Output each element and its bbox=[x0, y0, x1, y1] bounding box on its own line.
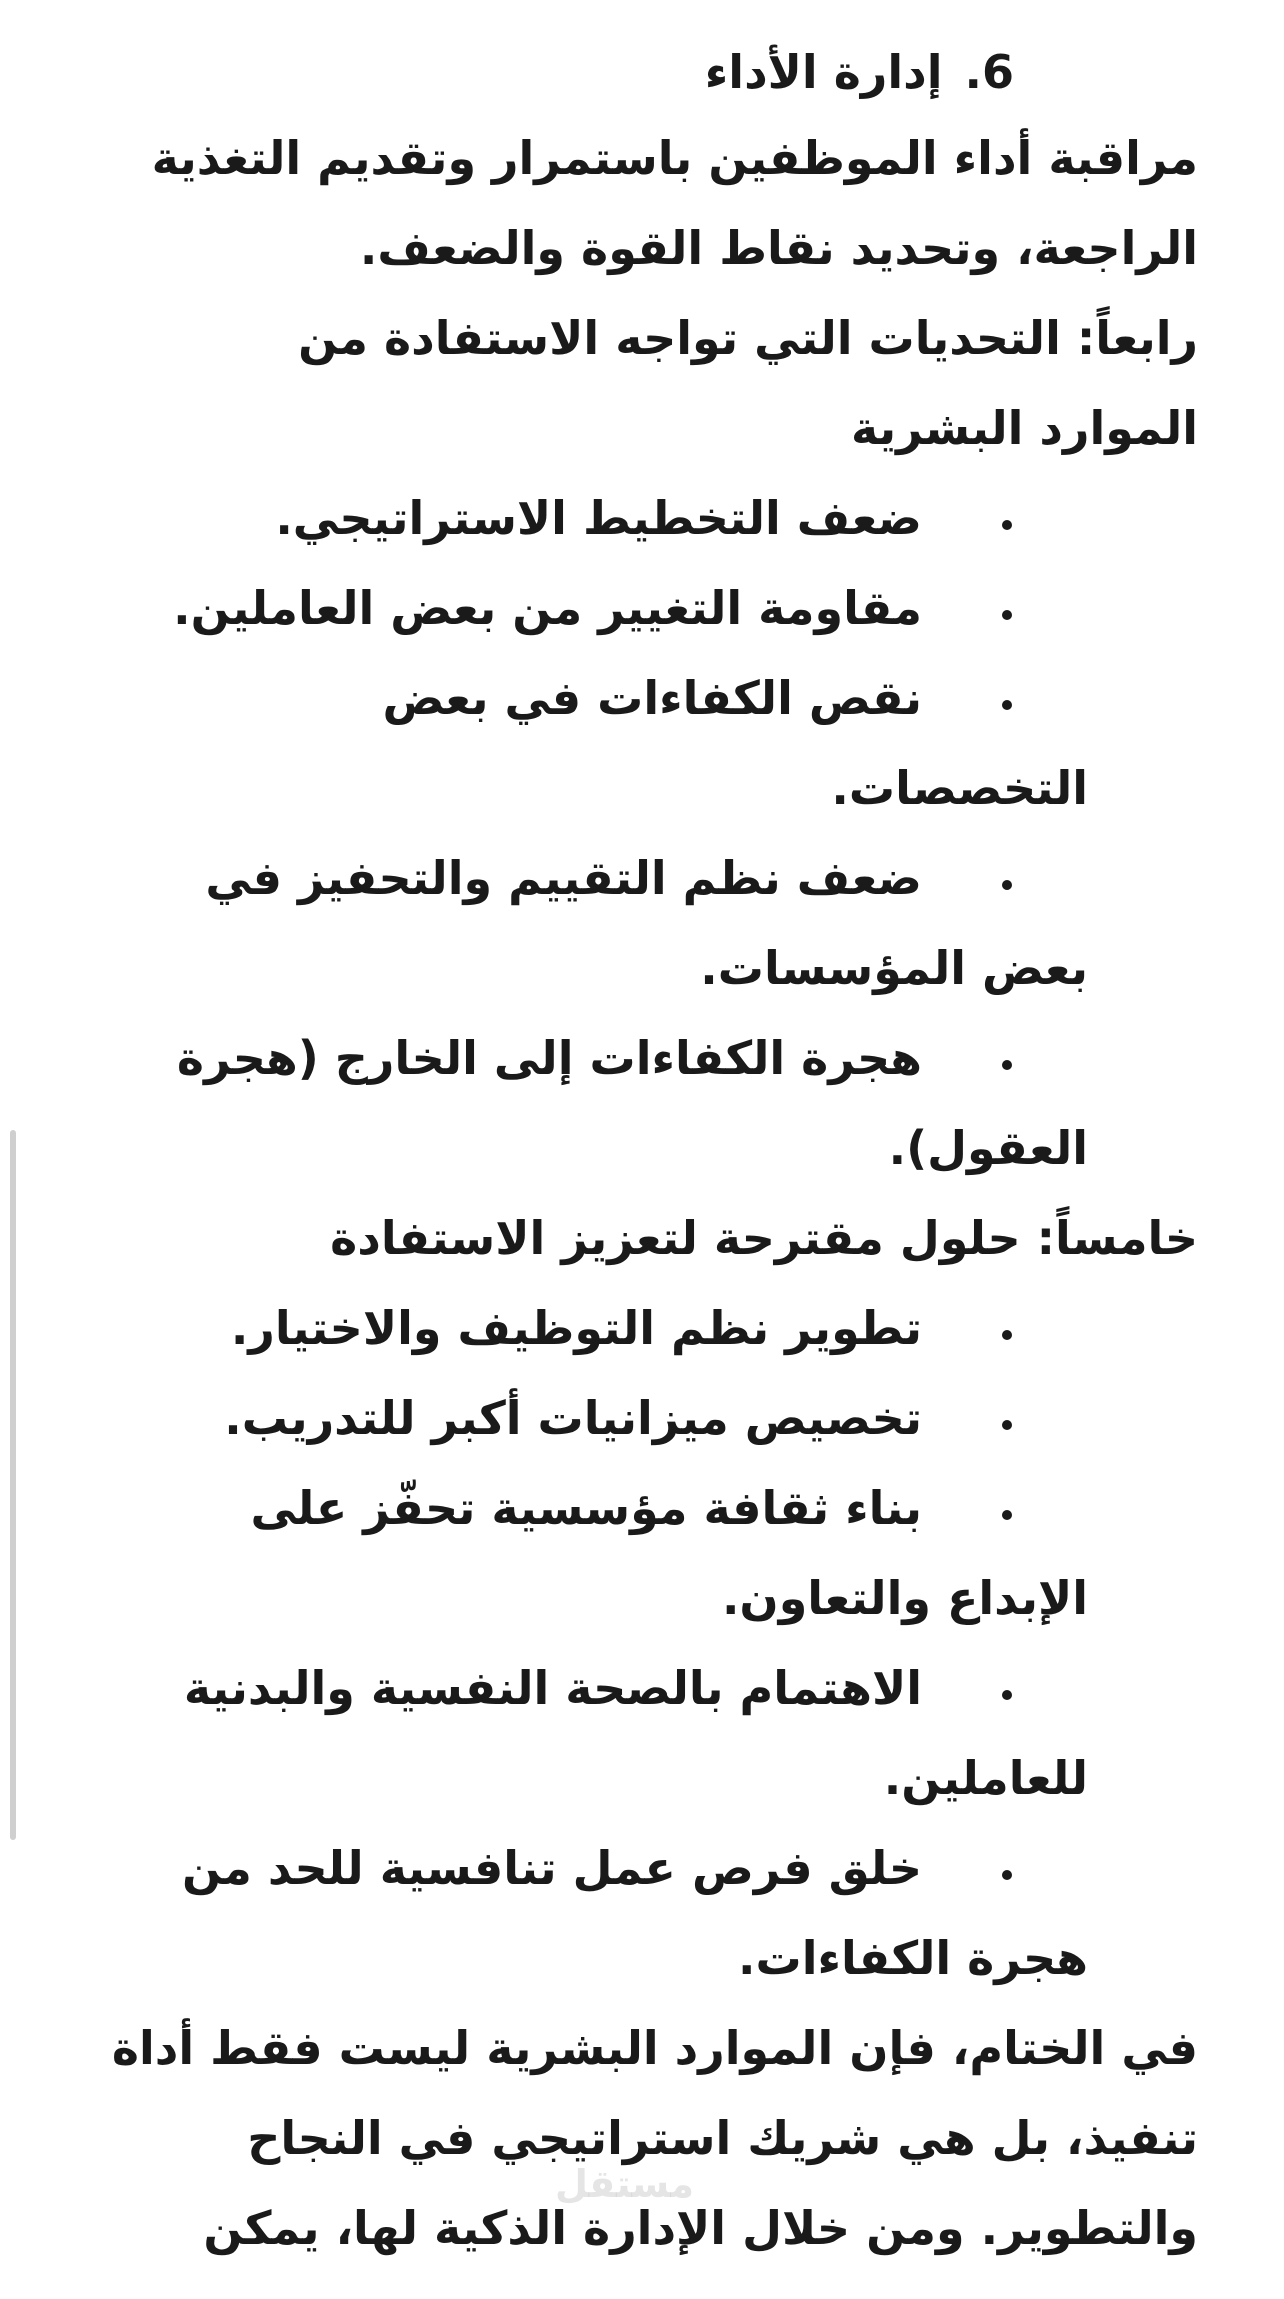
section-5-item-5-line-1: خلق فرص عمل تنافسية للحد من bbox=[182, 1841, 922, 1895]
section-5-item-4-line-1: الاهتمام بالصحة النفسية والبدنية bbox=[183, 1661, 922, 1715]
bullet-icon bbox=[1002, 1870, 1012, 1880]
section-5-item-2: تخصيص ميزانيات أكبر للتدريب. bbox=[224, 1391, 922, 1445]
bullet-icon bbox=[1002, 1690, 1012, 1700]
section-4-item-5-line-2: العقول). bbox=[888, 1121, 1088, 1175]
section-4-item-5-line-1: هجرة الكفاءات إلى الخارج (هجرة bbox=[176, 1031, 922, 1085]
section-6-title: إدارة الأداء bbox=[704, 45, 943, 99]
section-5-item-3-line-2: الإبداع والتعاون. bbox=[721, 1571, 1088, 1625]
section-4-item-4-line-2: بعض المؤسسات. bbox=[700, 941, 1088, 995]
section-6-paragraph-line-2: الراجعة، وتحديد نقاط القوة والضعف. bbox=[359, 221, 1198, 275]
bullet-icon bbox=[1002, 1420, 1012, 1430]
bullet-icon bbox=[1002, 1330, 1012, 1340]
section-5-heading: خامساً: حلول مقترحة لتعزيز الاستفادة bbox=[330, 1211, 1198, 1265]
section-4-item-2: مقاومة التغيير من بعض العاملين. bbox=[173, 581, 922, 635]
conclusion-line-1: في الختام، فإن الموارد البشرية ليست فقط أداة bbox=[111, 2021, 1198, 2075]
bullet-icon bbox=[1002, 1510, 1012, 1520]
scrollbar[interactable] bbox=[10, 1130, 16, 1840]
section-4-item-3-line-2: التخصصات. bbox=[831, 761, 1088, 815]
section-4-item-4-line-1: ضعف نظم التقييم والتحفيز في bbox=[205, 851, 922, 905]
section-6-heading bbox=[705, 42, 1014, 102]
section-5-item-1: تطوير نظم التوظيف والاختيار. bbox=[230, 1301, 922, 1355]
conclusion-line-3: والتطوير. ومن خلال الإدارة الذكية لها، يمكن bbox=[203, 2201, 1198, 2255]
section-5-item-5-line-2: هجرة الكفاءات. bbox=[738, 1931, 1088, 1985]
bullet-icon bbox=[1002, 520, 1012, 530]
bullet-icon bbox=[1002, 1060, 1012, 1070]
section-5-item-3-line-1: بناء ثقافة مؤسسية تحفّز على bbox=[250, 1481, 922, 1535]
section-6-paragraph-line-1: مراقبة أداء الموظفين باستمرار وتقديم التغذية bbox=[151, 131, 1198, 185]
watermark-logo: مستقل bbox=[555, 2162, 694, 2206]
section-4-heading-line-1: رابعاً: التحديات التي تواجه الاستفادة من bbox=[298, 311, 1198, 365]
section-4-item-3-line-1: نقص الكفاءات في بعض bbox=[382, 671, 922, 725]
section-4-item-1: ضعف التخطيط الاستراتيجي. bbox=[275, 491, 922, 545]
section-6-number: 6. bbox=[964, 45, 1014, 99]
bullet-icon bbox=[1002, 880, 1012, 890]
section-4-heading-line-2: الموارد البشرية bbox=[851, 401, 1198, 455]
bullet-icon bbox=[1002, 700, 1012, 710]
conclusion-line-2: تنفيذ، بل هي شريك استراتيجي في النجاح bbox=[247, 2111, 1198, 2165]
section-5-item-4-line-2: للعاملين. bbox=[883, 1751, 1088, 1805]
bullet-icon bbox=[1002, 610, 1012, 620]
